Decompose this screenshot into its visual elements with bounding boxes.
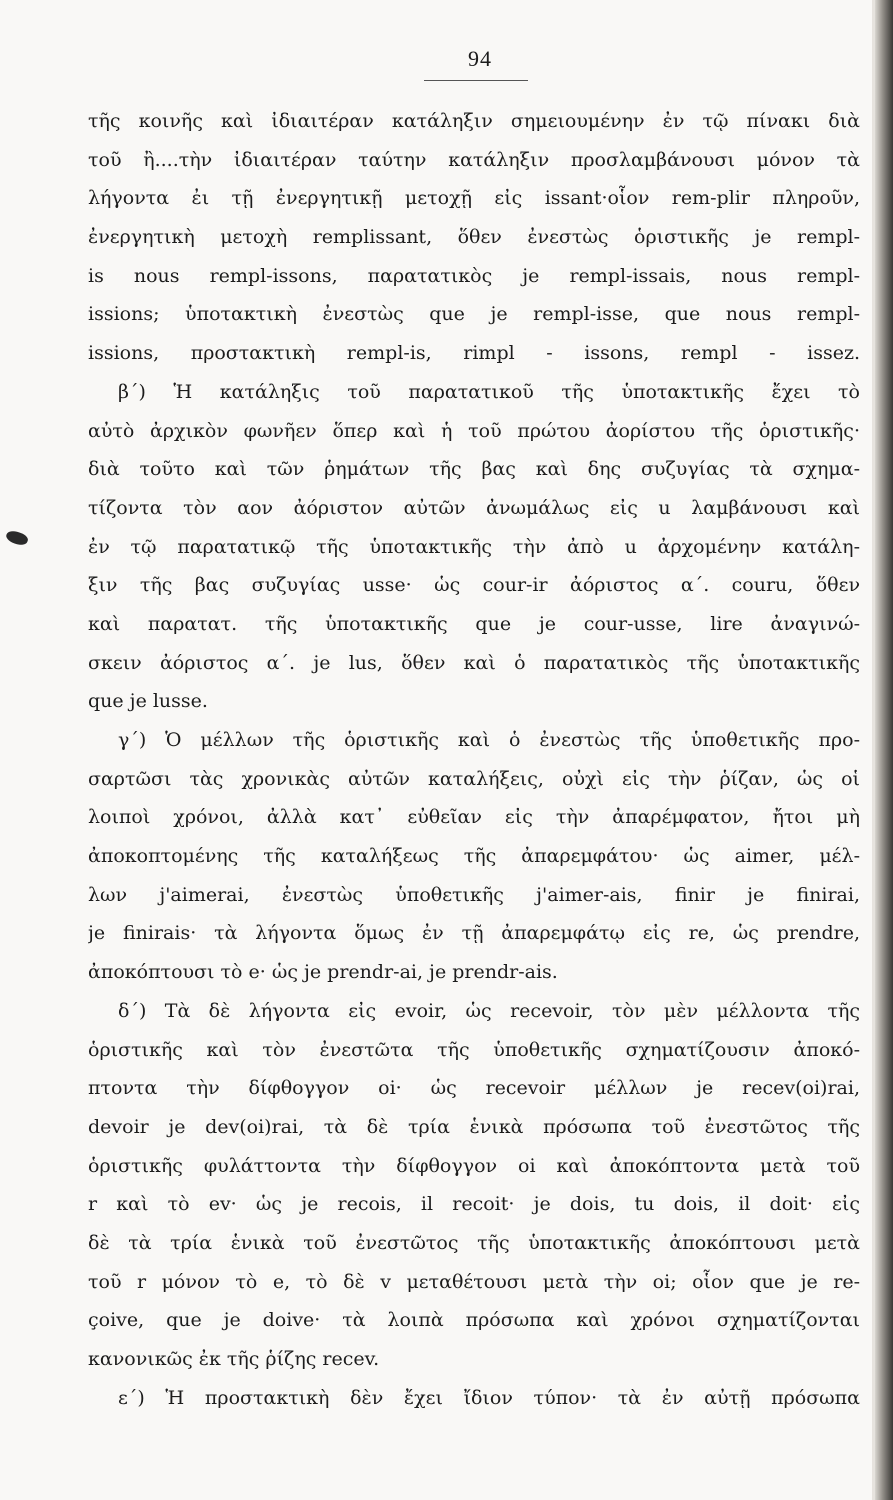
- text-line: ξιν τῆς βας συζυγίας usse· ὡς cour-ir ἀόριστος α´. couru, ὅθεν: [88, 574, 860, 597]
- text-line: λήγοντα ἐι τῇ ἐνεργητικῇ μετοχῇ εἰς issant·οἷον rem-plir πληροῦν,: [88, 187, 860, 210]
- text-line: r καὶ τὸ ev· ὡς je recois, il recoit· je dois, tu dois, il doit· εἰς: [88, 1193, 860, 1216]
- text-line: γ´) Ὁ μέλλων τῆς ὁριστικῆς καὶ ὁ ἐνεστὼς τῆς ὑποθετικῆς προ-: [118, 729, 860, 751]
- text-line: δ´) Τὰ δὲ λήγοντα εἰς evoir, ὡς recevoir, τὸν μὲν μέλλοντα τῆς: [118, 999, 860, 1022]
- text-line: σαρτῶσι τὰς χρονικὰς αὐτῶν καταλήξεις, οὐχὶ εἰς τὴν ῥίζαν, ὡς οἱ: [88, 767, 860, 790]
- text-line: ε´) Ἡ προστακτικὴ δὲν ἔχει ἴδιον τύπον· τὰ ἐν αὐτῇ πρόσωπα: [118, 1386, 860, 1409]
- text-line: ὁριστικῆς φυλάττοντα τὴν δίφθογγον oi καὶ ἀποκόπτοντα μετὰ τοῦ: [88, 1154, 860, 1177]
- text-line: que je lusse.: [88, 690, 208, 713]
- text-line: τίζοντα τὸν αον ἀόριστον αὐτῶν ἀνωμάλως εἰς u λαμβάνουσι καὶ: [88, 496, 860, 519]
- text-line: δὲ τὰ τρία ἑνικὰ τοῦ ἐνεστῶτος τῆς ὑποτακτικῆς ἀποκόπτουσι μετὰ: [88, 1231, 860, 1254]
- text-line: issions, προστακτικὴ rempl-is, rimpl - issons, rempl - issez.: [88, 342, 860, 365]
- text-line: β´) Ἡ κατάληξις τοῦ παρατατικοῦ τῆς ὑποτακτικῆς ἔχει τὸ: [118, 380, 860, 403]
- text-line: ἐν τῷ παρατατικῷ τῆς ὑποτακτικῆς τὴν ἀπὸ u ἀρχομένην κατάλη-: [88, 535, 860, 558]
- text-line: τοῦ ἢ....τὴν ἰδιαιτέραν ταύτην κατάληξιν προσλαμβάνουσι μόνον τὰ: [88, 148, 860, 171]
- text-line: σκειν ἀόριστος α´. je lus, ὅθεν καὶ ὁ παρατατικὸς τῆς ὑποτακτικῆς: [88, 651, 860, 674]
- text-line: çoive, que je doive· τὰ λοιπὰ πρόσωπα καὶ χρόνοι σχηματίζονται: [88, 1309, 860, 1332]
- text-line: διὰ τοῦτο καὶ τῶν ῥημάτων τῆς βας καὶ δης συζυγίας τὰ σχημα-: [88, 458, 860, 481]
- text-line: ἀποκόπτουσι τὸ e· ὡς je prendr-ai, je prendr-ais.: [88, 961, 558, 984]
- text-line: τοῦ r μόνον τὸ e, τὸ δὲ v μεταθέτουσι μετὰ τὴν oi; οἷον que je re-: [88, 1270, 860, 1293]
- page-number: 94: [468, 46, 492, 71]
- text-line: λοιποὶ χρόνοι, ἀλλὰ κατ᾽ εὐθεῖαν εἰς τὴν ἀπαρέμφατον, ἤτοι μὴ: [88, 806, 860, 829]
- body-text: [88, 102, 860, 1417]
- header-rule: [424, 80, 528, 81]
- text-line: πτοντα τὴν δίφθογγον oi· ὡς recevoir μέλλων je recev(oi)rai,: [88, 1077, 860, 1100]
- text-line: je finirais· τὰ λήγοντα ὅμως ἐν τῇ ἀπαρεμφάτῳ εἰς re, ὡς prendre,: [88, 922, 860, 945]
- text-line: λων j'aimerai, ἐνεστὼς ὑποθετικῆς j'aimer-ais, finir je finirai,: [88, 883, 860, 906]
- text-line: ἐνεργητικὴ μετοχὴ remplissant, ὅθεν ἐνεστὼς ὁριστικῆς je rempl-: [88, 226, 860, 249]
- book-spine: [875, 0, 893, 1500]
- text-line: τῆς κοινῆς καὶ ἰδιαιτέραν κατάληξιν σημειουμένην ἐν τῷ πίνακι διὰ: [88, 110, 860, 132]
- text-line: devoir je dev(oi)rai, τὰ δὲ τρία ἑνικὰ πρόσωπα τοῦ ἐνεστῶτος τῆς: [88, 1115, 860, 1138]
- ink-blot: [5, 529, 30, 548]
- text-line: αὐτὸ ἀρχικὸν φωνῆεν ὅπερ καὶ ἡ τοῦ πρώτου ἀορίστου τῆς ὁριστικῆς·: [88, 419, 860, 442]
- text-line: ὁριστικῆς καὶ τὸν ἐνεστῶτα τῆς ὑποθετικῆς σχηματίζουσιν ἀποκό-: [88, 1038, 860, 1061]
- text-line: κανονικῶς ἐκ τῆς ῥίζης recev.: [88, 1348, 380, 1370]
- text-line: καὶ παρατατ. τῆς ὑποτακτικῆς que je cour-usse, lire ἀναγινώ-: [88, 612, 860, 635]
- text-line: ἀποκοπτομένης τῆς καταλήξεως τῆς ἀπαρεμφάτου· ὡς aimer, μέλ-: [88, 845, 860, 868]
- text-line: is nous rempl-issons, παρατατικὸς je rempl-issais, nous rempl-: [88, 264, 860, 287]
- text-line: issions; ὑποτακτικὴ ἐνεστὼς que je rempl-isse, que nous rempl-: [88, 303, 860, 326]
